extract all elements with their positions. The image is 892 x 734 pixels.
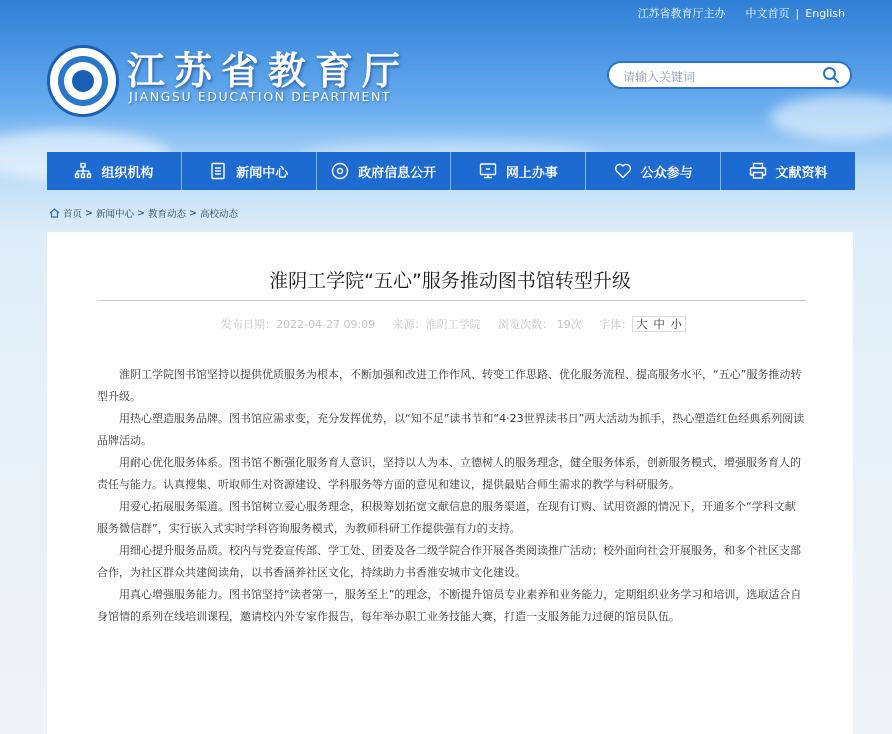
search-input[interactable] — [621, 67, 815, 87]
nav-item-organization[interactable] — [47, 152, 182, 190]
publish-date: 发布日期：2022-04-27 09:09 — [221, 318, 376, 331]
nav-item-participation[interactable] — [586, 152, 721, 190]
site-title: 江苏省教育厅 — [127, 48, 410, 93]
article-paragraph: 用细心提升服务品质。校内与党委宣传部、学工处、团委及各二级学院合作开展各类阅读推广活动；校外面向社会开展服务，和多个社区支部合作，为社区群众共建阅读角，以书香涵养社区文化，持续助力书香淮安城市文化建设。 — [97, 544, 801, 579]
breadcrumb-separator: > — [188, 207, 197, 219]
view-count: 浏览次数： 19次 — [498, 318, 582, 331]
home-icon — [49, 208, 60, 218]
document-icon — [209, 162, 227, 180]
article-title: 淮阴工学院“五心”服务推动图书馆转型升级 — [269, 270, 631, 292]
breadcrumb-separator: > — [85, 207, 93, 219]
logo-core — [72, 70, 94, 92]
english-link[interactable]: English — [805, 6, 845, 20]
font-size-medium[interactable]: 中 — [653, 317, 665, 331]
breadcrumb-separator: > — [137, 207, 145, 219]
nav-label: 政府信息公开 — [358, 165, 437, 181]
heart-icon — [614, 162, 632, 180]
search-icon[interactable] — [822, 66, 840, 84]
nav-item-news[interactable] — [182, 152, 317, 190]
link-separator: | — [795, 6, 800, 20]
eye-icon — [331, 162, 349, 180]
nav-label: 文献资料 — [775, 165, 828, 181]
site-subtitle: JIANGSU EDUCATION DEPARTMENT — [129, 89, 392, 104]
font-size-label: 字体： — [599, 318, 633, 331]
main-nav — [47, 152, 855, 190]
article-paragraph: 用爱心拓展服务渠道。图书馆树立爱心服务理念，积极筹划拓宽文献信息的服务渠道，在现有订购、试用资源的情况下，开通多个“学科文献服务微信群”，实行嵌入式实时学科咨询服务模式，为教师科研工作提供强有力的支持。 — [97, 500, 796, 535]
nav-item-documents[interactable] — [721, 152, 855, 190]
nav-label: 网上办事 — [505, 165, 558, 181]
sponsor-text: 江苏省教育厅主办 — [637, 7, 726, 20]
nav-label: 新闻中心 — [236, 165, 289, 181]
font-size-small[interactable]: 小 — [670, 317, 682, 331]
font-size-switcher — [632, 316, 686, 332]
article-panel — [47, 232, 853, 734]
org-chart-icon — [74, 162, 92, 180]
top-links — [638, 5, 845, 21]
breadcrumb — [49, 206, 238, 220]
monitor-icon — [479, 162, 497, 180]
site-logo[interactable] — [47, 45, 119, 117]
article-paragraph: 用耐心优化服务体系。图书馆不断强化服务育人意识，坚持以人为本、立德树人的服务理念，健全服务体系，创新服务模式，增强服务育人的责任与能力。认真搜集、听取师生对资源建设、学科服务等方面的意见和建议，提供最贴合师生需求的教学与科研服务。 — [97, 456, 801, 491]
search-box — [607, 61, 852, 89]
background-cloud — [770, 95, 892, 140]
nav-label: 公众参与 — [640, 165, 693, 181]
chinese-home-link[interactable]: 中文首页 — [745, 7, 790, 20]
breadcrumb-news[interactable]: 新闻中心 — [95, 209, 134, 220]
printer-icon — [749, 162, 767, 180]
nav-item-gov-info[interactable] — [317, 152, 452, 190]
article-source: 来源：淮阴工学院 — [392, 318, 481, 331]
nav-label: 组织机构 — [101, 165, 154, 181]
nav-item-online-service[interactable] — [451, 152, 586, 190]
breadcrumb-edu[interactable]: 教育动态 — [147, 209, 186, 220]
article-paragraph: 用热心塑造服务品牌。图书馆应需求变，充分发挥优势，以“知不足”读书节和“4·23世界读书日”两大活动为抓手，热心塑造红色经典系列阅读品牌活动。 — [97, 412, 805, 447]
article-paragraph: 淮阴工学院图书馆坚持以提供优质服务为根本，不断加强和改进工作作风、转变工作思路、优化服务流程、提高服务水平，“五心”服务推动转型升级。 — [97, 368, 802, 403]
breadcrumb-college[interactable]: 高校动态 — [199, 209, 238, 220]
article-meta — [47, 316, 853, 332]
title-divider — [97, 300, 806, 301]
article-body — [97, 364, 806, 628]
breadcrumb-home[interactable]: 首页 — [63, 209, 83, 220]
article-paragraph: 用真心增强服务能力。图书馆坚持“读者第一，服务至上”的理念，不断提升馆员专业素养和业务能力，定期组织业务学习和培训，选取适合自身馆情的系列在线培训课程，邀请校内外专家作报告，每年举办职工业务技能大赛，打造一支服务能力过硬的馆员队伍。 — [97, 588, 802, 623]
font-size-large[interactable]: 大 — [636, 317, 648, 331]
